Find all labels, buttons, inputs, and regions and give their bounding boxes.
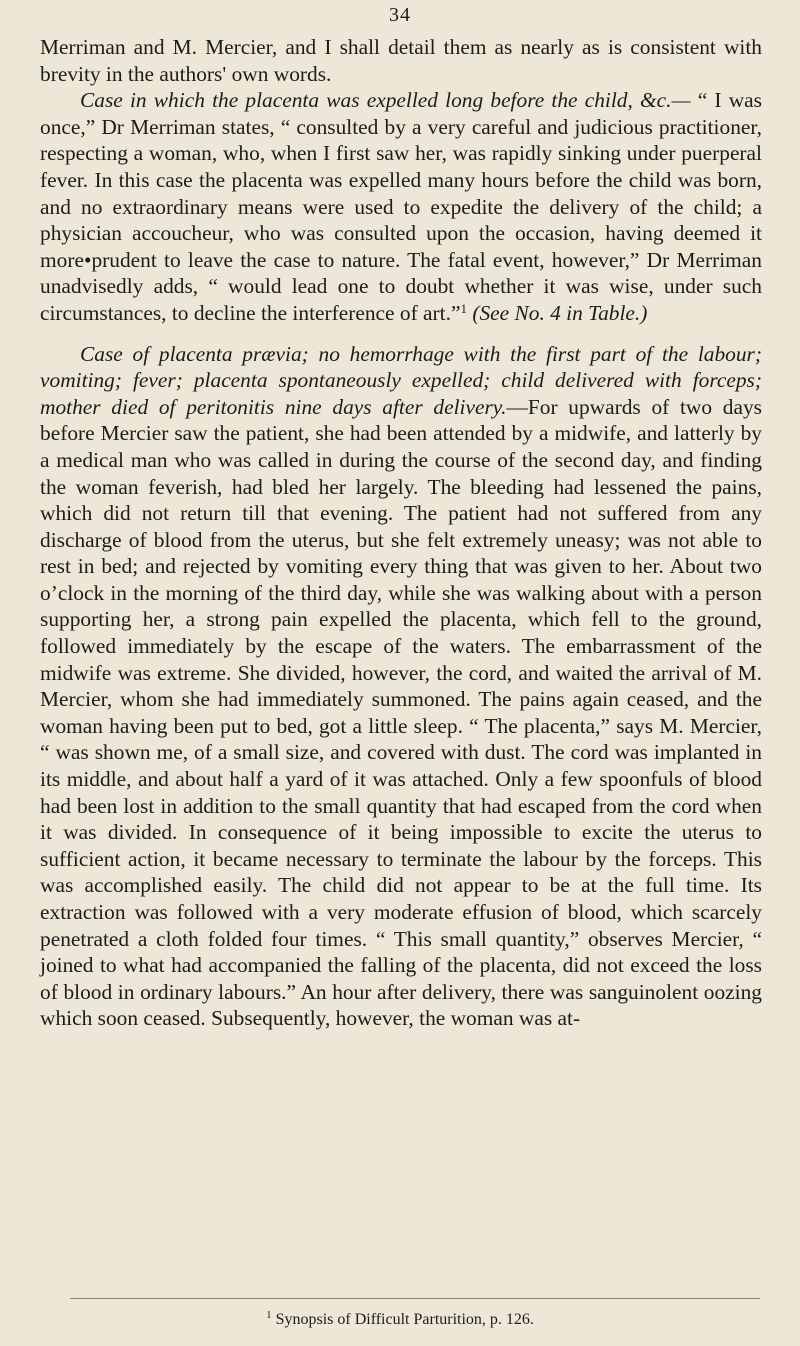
case-heading-2: Case of placenta prævia; no hemorrhage with the first part of the labour; vomiting; fever; placenta spontaneously expelled; child delivered with forceps; mother died of peritonitis nine days after delivery. — [40, 341, 762, 419]
table-reference: (See No. 4 in Table.) — [472, 300, 648, 325]
page-number: 34 — [389, 4, 411, 26]
body-text — [40, 34, 762, 1032]
footnote-divider — [70, 1298, 760, 1299]
case-paragraph-1 — [40, 87, 762, 326]
footnote-marker: 1 — [460, 300, 467, 316]
case-text-1: “ I was once,” Dr Merriman states, “ consulted by a very careful and judicious practitioner, respecting a woman, who, when I first saw her, was rapidly sinking under puerperal fever. In this case the placenta was expelled many hours before the child was born, and no extraordinary means were used to expedite the delivery of the child; a physician accoucheur, who was consulted upon the occasion, having deemed it more•prudent to leave the case to nature. The fatal event, however,” Dr Merriman unadvisedly adds, “ would lead one to doubt whether it was wise, under such circumstances, to decline the interference of art.” — [40, 88, 762, 325]
footnote — [0, 1311, 800, 1329]
case-text-2: —For upwards of two days before Mercier saw the patient, she had been attended by a midwife, and latterly by a medical man who was called in during the course of the second day, and finding the woman feverish, had bled her largely. The bleeding had lessened the pains, which did not return till that evening. The patient had not suffered from any discharge of blood from the uterus, but she felt extremely uneasy; was not able to rest in bed; and rejected by vomiting every thing that was given to her. About two o’clock in the morning of the third day, while she was walking about with a person supporting her, a strong pain expelled the placenta, which fell to the ground, followed immediately by the escape of the waters. The embarrassment of the midwife was extreme. She divided, however, the cord, and waited the arrival of M. Mercier, whom she had immediately summoned. The pains again ceased, and the woman having been put to bed, got a little sleep. “ The placenta,” says M. Mercier, “ was shown me, of a small size, and covered with dust. The cord was implanted in its middle, and about half a yard of it was attached. Only a few spoonfuls of blood had been lost in addition to the small quantity that had escaped from the cord when it was divided. In consequence of it being impossible to excite the uterus to sufficient action, it became necessary to terminate the labour by the forceps. This was accomplished easily. The child did not appear to be at the full time. Its extraction was followed with a very moderate effusion of blood, which scarcely penetrated a cloth folded four times. “ This small quantity,” observes Mercier, “ joined to what had accompanied the falling of the placenta, did not exceed the loss of blood in ordinary labours.” An hour after delivery, there was sanguinolent oozing which soon ceased. Subsequently, however, the woman was at- — [40, 394, 762, 1031]
intro-text: Merriman and M. Mercier, and I shall detail them as nearly as is consistent with brevity in the authors' own words. — [40, 35, 762, 86]
intro-paragraph — [40, 34, 762, 87]
footnote-text: Synopsis of Difficult Parturition, p. 126. — [271, 1311, 534, 1328]
footnote-number: 1 — [266, 1309, 272, 1321]
case-paragraph-2 — [40, 341, 762, 1032]
case-heading-1: Case in which the placenta was expelled long before the child, &c.— — [80, 88, 691, 113]
